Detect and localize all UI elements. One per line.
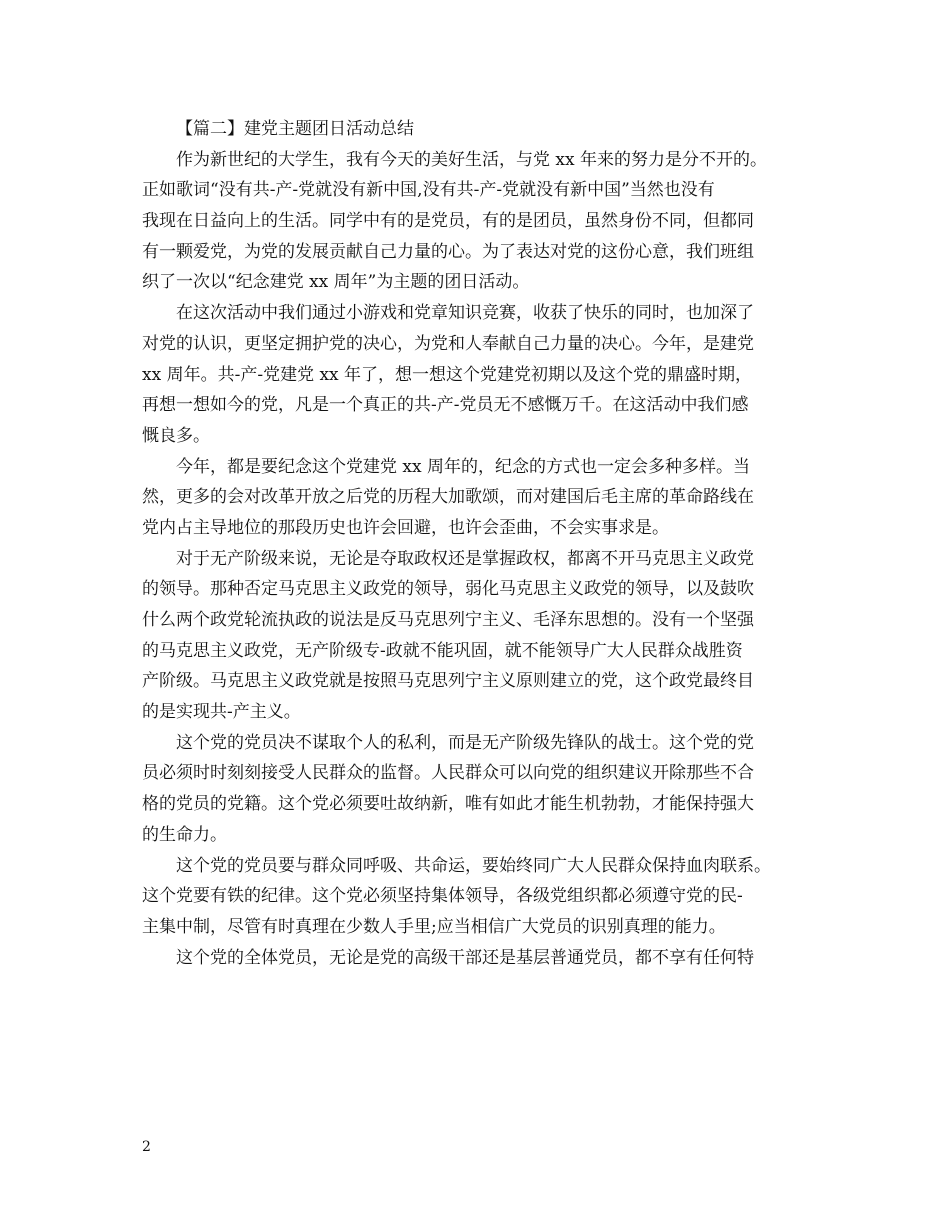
text-line: 格的党员的党籍。这个党必须要吐故纳新，唯有如此才能生机勃勃，才能保持强大	[142, 794, 754, 815]
text-line: 的领导。那种否定马克思主义政党的领导，弱化马克思主义政党的领导，以及鼓吹	[142, 579, 754, 600]
text-line: 什么两个政党轮流执政的说法是反马克思列宁主义、毛泽东思想的。没有一个坚强	[142, 610, 754, 630]
text-line: 产阶级。马克思主义政党就是按照马克思列宁主义原则建立的党，这个政党最终目	[142, 671, 754, 692]
text-line: 今年，都是要纪念这个党建党 xx 周年的，纪念的方式也一定会多种多样。当	[176, 456, 750, 477]
text-line: 我现在日益向上的生活。同学中有的是党员，有的是团员，虽然身份不同，但都同	[142, 211, 754, 232]
text-line: 员必须时时刻刻接受人民群众的监督。人民群众可以向党的组织建议开除那些不合	[142, 763, 754, 784]
text-line: 的生命力。	[142, 824, 227, 845]
text-line: 这个党的全体党员，无论是党的高级干部还是基层普通党员，都不享有任何特	[176, 947, 754, 968]
text-line: 对党的认识，更坚定拥护党的决心，为党和人奉献自己力量的决心。今年，是建党	[142, 333, 754, 354]
text-line: 对于无产阶级来说，无论是夺取政权还是掌握政权，都离不开马克思主义政党	[176, 548, 754, 569]
text-line: 这个党要有铁的纪律。这个党必须坚持集体领导，各级党组织都必须遵守党的民-	[142, 886, 743, 907]
text-line: 再想一想如今的党，凡是一个真正的共-产-党员无不感慨万千。在这活动中我们感	[142, 395, 749, 416]
text-line: 织了一次以“纪念建党 xx 周年”为主题的团日活动。	[142, 272, 530, 293]
text-line: 作为新世纪的大学生，我有今天的美好生活，与党 xx 年来的努力是分不开的。	[176, 149, 767, 170]
text-line: 慨良多。	[142, 425, 210, 446]
text-line: 的马克思主义政党，无产阶级专-政就不能巩固，就不能领导广大人民群众战胜资	[142, 640, 743, 661]
section-heading: 【篇二】建党主题团日活动总结	[176, 119, 414, 139]
document-body	[142, 114, 822, 973]
text-line: 正如歌词“没有共-产-党就没有新中国,没有共-产-党就没有新中国”当然也没有	[142, 180, 715, 201]
text-line: 主集中制，尽管有时真理在少数人手里;应当相信广大党员的识别真理的能力。	[142, 916, 726, 937]
page-number: 2	[142, 1139, 151, 1155]
text-line: 有一颗爱党，为党的发展贡献自己力量的心。为了表达对党的这份心意，我们班组	[142, 241, 754, 262]
text-line: 党内占主导地位的那段历史也许会回避，也许会歪曲，不会实事求是。	[142, 517, 669, 538]
text-line: 在这次活动中我们通过小游戏和党章知识竞赛，收获了快乐的同时，也加深了	[176, 303, 754, 324]
text-line: 然，更多的会对改革开放之后党的历程大加歌颂，而对建国后毛主席的革命路线在	[142, 487, 754, 508]
text-line: 的是实现共-产主义。	[142, 702, 301, 723]
text-line: 这个党的党员决不谋取个人的私利，而是无产阶级先锋队的战士。这个党的党	[176, 732, 754, 753]
text-line: 这个党的党员要与群众同呼吸、共命运，要始终同广大人民群众保持血肉联系。	[176, 855, 771, 876]
text-line: xx 周年。共-产-党建党 xx 年了，想一想这个党建党初期以及这个党的鼎盛时期，	[142, 364, 753, 385]
